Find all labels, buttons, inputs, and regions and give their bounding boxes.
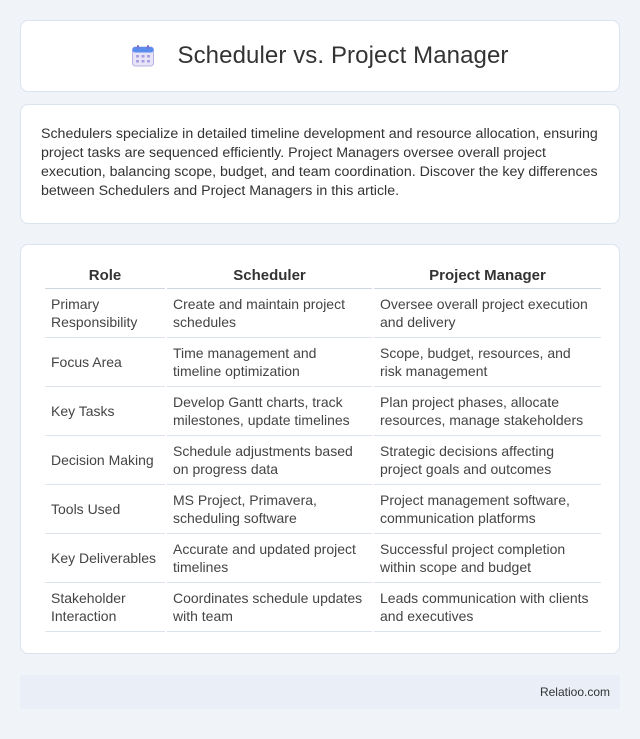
scheduler-cell: Schedule adjustments based on progress data [167, 436, 372, 485]
table-row [45, 485, 601, 534]
project-manager-cell: Plan project phases, allocate resources, manage stakeholders [374, 387, 601, 436]
calendar-icon [131, 44, 155, 68]
row-label: Key Tasks [45, 387, 165, 436]
table-header-row [45, 265, 601, 289]
table-row [45, 289, 601, 338]
footer-site-label: Relatioo.com [539, 685, 610, 699]
table-row [45, 583, 601, 632]
scheduler-cell: Accurate and updated project timelines [167, 534, 372, 583]
scheduler-cell: Create and maintain project schedules [167, 289, 372, 338]
row-label: Tools Used [45, 485, 165, 534]
project-manager-cell: Oversee overall project execution and delivery [374, 289, 601, 338]
row-label: Key Deliverables [45, 534, 165, 583]
project-manager-cell: Leads communication with clients and executives [374, 583, 601, 632]
comparison-card [20, 244, 620, 654]
header-project-manager: Project Manager [374, 265, 601, 289]
row-label: Primary Responsibility [45, 289, 165, 338]
page-title: Scheduler vs. Project Manager [177, 42, 509, 69]
row-label: Stakeholder Interaction [45, 583, 165, 632]
project-manager-cell: Scope, budget, resources, and risk management [374, 338, 601, 387]
table-row [45, 387, 601, 436]
table-row [45, 338, 601, 387]
scheduler-cell: MS Project, Primavera, scheduling software [167, 485, 372, 534]
comparison-table [43, 265, 603, 632]
project-manager-cell: Successful project completion within scope and budget [374, 534, 601, 583]
scheduler-cell: Time management and timeline optimization [167, 338, 372, 387]
title-card [20, 20, 620, 92]
table-row [45, 534, 601, 583]
intro-paragraph: Schedulers specialize in detailed timeline development and resource allocation, ensuring project tasks are sequenced efficiently. Project Managers oversee overall project execution, balancing scope, budget, and team coordination. Discover the key differences between Schedulers and Project Managers in this article. [41, 126, 598, 199]
row-label: Focus Area [45, 338, 165, 387]
scheduler-cell: Coordinates schedule updates with team [167, 583, 372, 632]
header-role: Role [45, 265, 165, 289]
footer-bar [20, 675, 620, 709]
intro-card [20, 104, 620, 224]
scheduler-cell: Develop Gantt charts, track milestones, update timelines [167, 387, 372, 436]
header-scheduler: Scheduler [167, 265, 372, 289]
row-label: Decision Making [45, 436, 165, 485]
table-row [45, 436, 601, 485]
project-manager-cell: Project management software, communication platforms [374, 485, 601, 534]
project-manager-cell: Strategic decisions affecting project goals and outcomes [374, 436, 601, 485]
